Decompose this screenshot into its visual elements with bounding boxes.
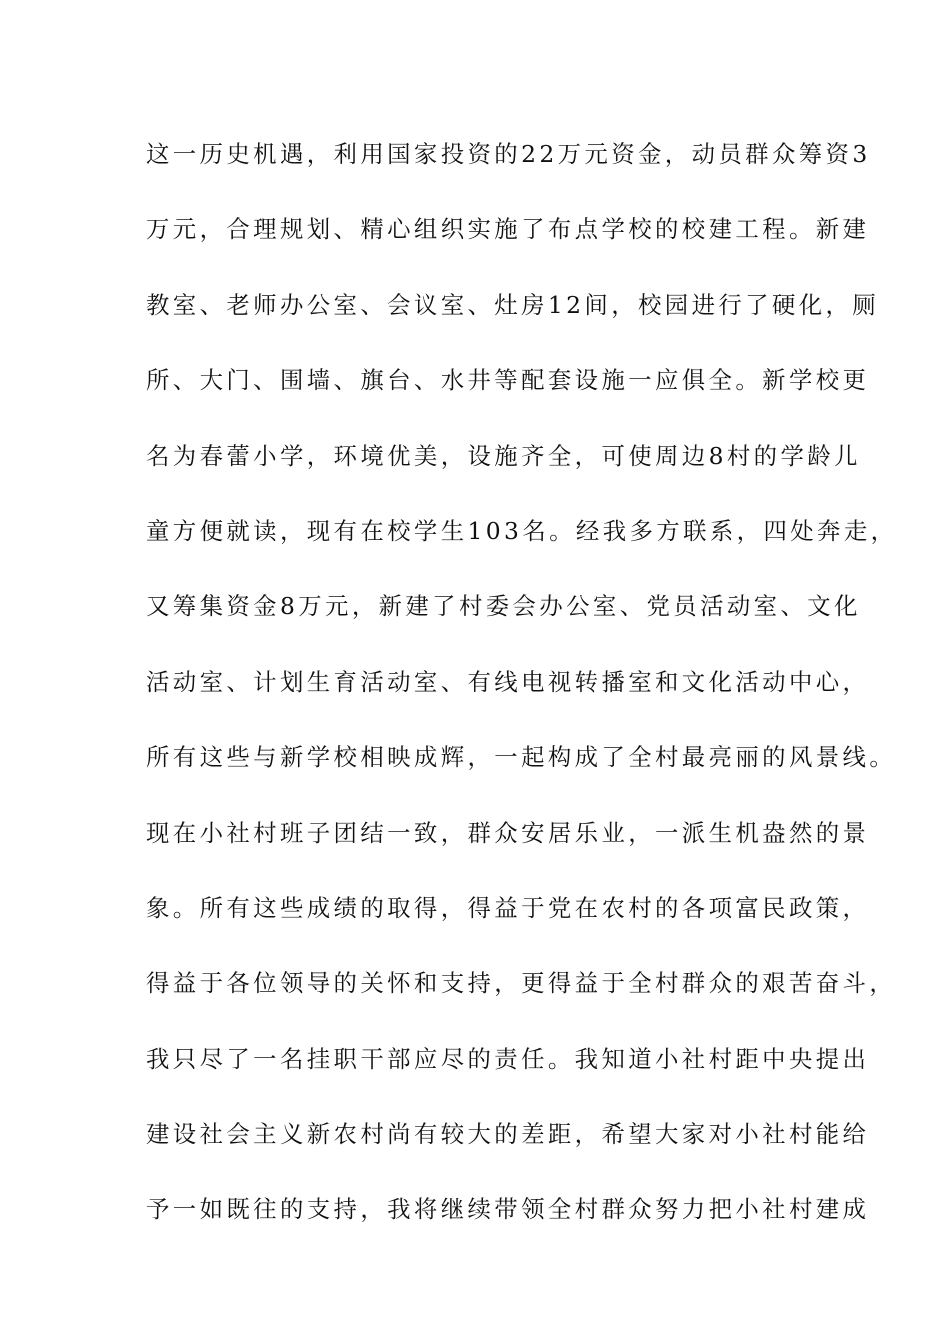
text-line: 教室、老师办公室、会议室、灶房12间，校园进行了硬化，厕 xyxy=(146,290,880,319)
text-line: 又筹集资金8万元，新建了村委会办公室、党员活动室、文化 xyxy=(146,592,861,621)
text-line: 童方便就读，现有在校学生103名。经我多方联系，四处奔走， xyxy=(146,516,898,545)
text-line: 万元，合理规划、精心组织实施了布点学校的校建工程。新建 xyxy=(146,215,870,244)
text-line: 所、大门、围墙、旗台、水井等配套设施一应俱全。新学校更 xyxy=(146,366,870,395)
body-text xyxy=(146,132,898,1263)
text-line: 活动室、计划生育活动室、有线电视转播室和文化活动中心， xyxy=(146,667,870,696)
text-line: 象。所有这些成绩的取得，得益于党在农村的各项富民政策， xyxy=(146,893,870,922)
text-line: 我只尽了一名挂职干部应尽的责任。我知道小社村距中央提出 xyxy=(146,1044,870,1073)
text-line: 所有这些与新学校相映成辉，一起构成了全村最亮丽的风景线。 xyxy=(146,743,897,772)
text-line: 予一如既往的支持，我将继续带领全村群众努力把小社村建成 xyxy=(146,1195,870,1224)
text-line: 现在小社村班子团结一致，群众安居乐业，一派生机盎然的景 xyxy=(146,818,870,847)
text-line: 建设社会主义新农村尚有较大的差距，希望大家对小社村能给 xyxy=(146,1120,870,1149)
text-line: 这一历史机遇，利用国家投资的22万元资金，动员群众筹资3 xyxy=(146,140,871,168)
text-line: 名为春蕾小学，环境优美，设施齐全，可使周边8村的学龄儿 xyxy=(146,441,861,470)
text-line: 得益于各位领导的关怀和支持，更得益于全村群众的艰苦奋斗， xyxy=(146,969,897,998)
